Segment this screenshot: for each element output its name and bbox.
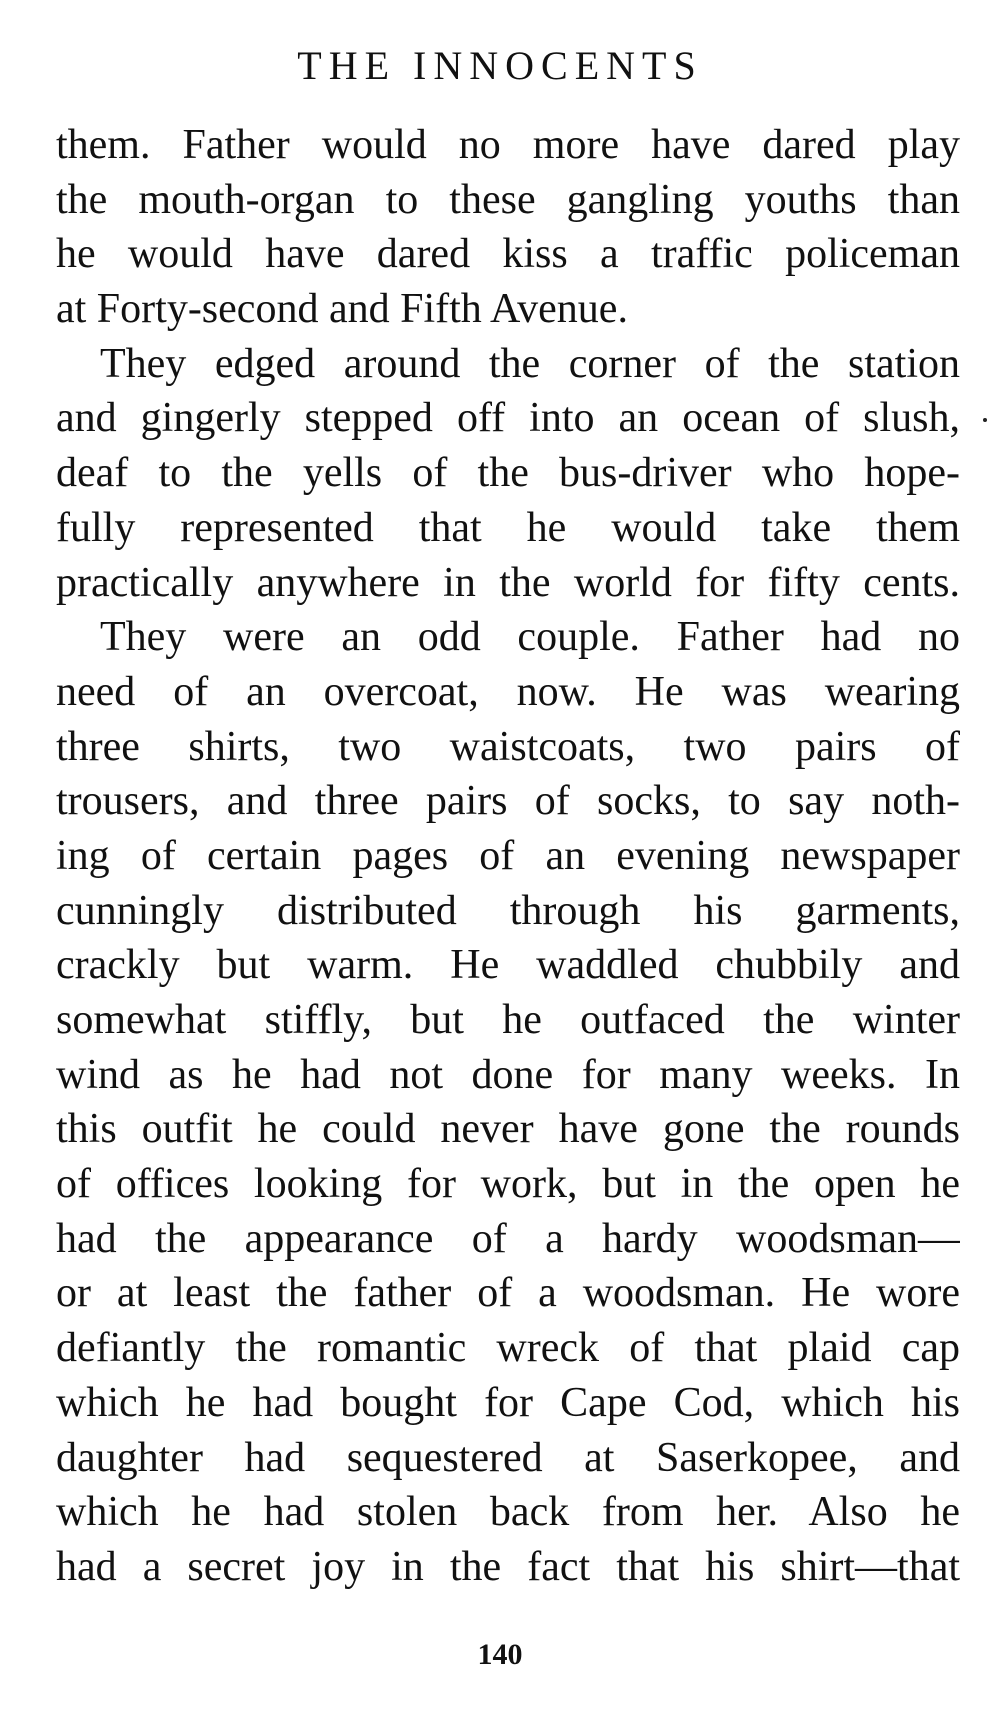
text-line: daughter had sequestered at Saserkopee, and (56, 1434, 960, 1481)
paragraph (56, 337, 960, 610)
page-number: 140 (477, 1638, 523, 1671)
paragraph (56, 118, 960, 337)
running-head: THE INNOCENTS (297, 43, 703, 88)
text-line: fully represented that he would take them (56, 504, 960, 551)
text-line: which he had stolen back from her. Also he (56, 1489, 960, 1536)
text-line: the mouth-organ to these gangling youths than (56, 176, 960, 223)
text-line: of offices looking for work, but in the open he (56, 1161, 960, 1208)
text-line: trousers, and three pairs of socks, to say noth- (56, 778, 960, 825)
text-line: They edged around the corner of the station (100, 340, 960, 387)
text-line: had the appearance of a hardy woodsman— (56, 1215, 960, 1262)
text-line: need of an overcoat, now. He was wearing (56, 668, 960, 715)
text-line: this outfit he could never have gone the rounds (56, 1106, 960, 1153)
text-line: crackly but warm. He waddled chubbily and (56, 942, 960, 989)
text-line: somewhat stiffly, but he outfaced the winter (56, 997, 960, 1043)
text-line: them. Father would no more have dared play (56, 122, 960, 168)
text-line: practically anywhere in the world for fifty cents. (56, 559, 960, 606)
text-line: cunningly distributed through his garments, (56, 887, 960, 934)
text-line: and gingerly stepped off into an ocean of slush, (56, 395, 960, 442)
text-line: They were an odd couple. Father had no (100, 614, 960, 661)
body-text (56, 118, 960, 1595)
text-line: had a secret joy in the fact that his shirt—that (56, 1543, 960, 1590)
text-line: which he had bought for Cape Cod, which his (56, 1379, 960, 1426)
text-line: ing of certain pages of an evening newspaper (56, 832, 960, 879)
text-line: at Forty-second and Fifth Avenue. (56, 286, 628, 333)
ink-speck (983, 418, 987, 422)
text-line: or at least the father of a woodsman. He wore (56, 1270, 960, 1317)
paragraph (56, 610, 960, 1594)
text-line: wind as he had not done for many weeks. In (56, 1051, 960, 1098)
text-line: deaf to the yells of the bus-driver who hope- (56, 450, 960, 497)
text-line: he would have dared kiss a traffic policeman (56, 231, 960, 278)
text-line: defiantly the romantic wreck of that plaid cap (56, 1325, 960, 1372)
text-line: three shirts, two waistcoats, two pairs of (56, 723, 960, 770)
